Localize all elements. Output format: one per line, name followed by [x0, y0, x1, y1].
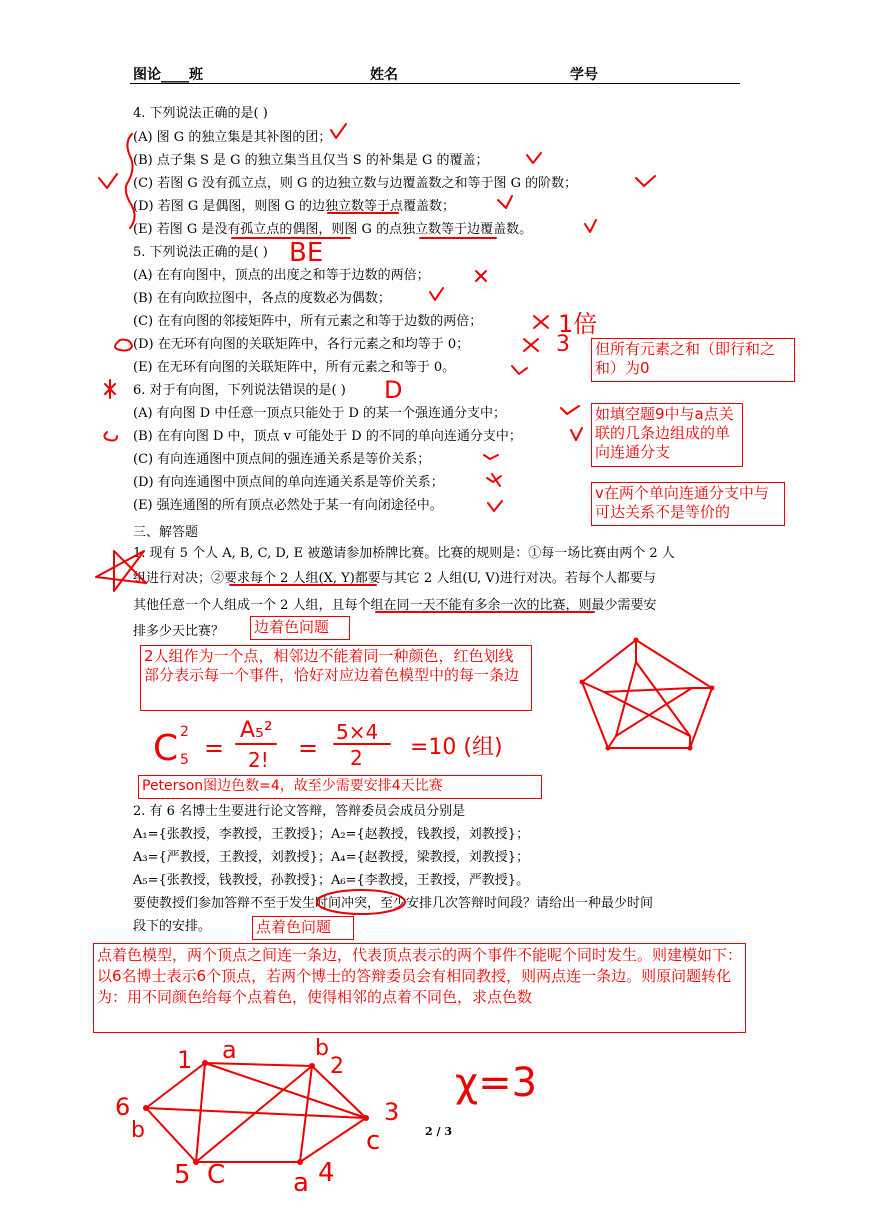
header-rule [130, 83, 740, 84]
p1-result-box: Peterson图边色数=4，故至少需要安排4天比赛 [138, 775, 542, 799]
graph-label-C: C [207, 1160, 226, 1190]
graph-label-2: 2 [330, 1054, 344, 1079]
q6-stem: 6. 对于有向图，下列说法错误的是( ) [133, 383, 346, 398]
header-course: 图论____班 [133, 67, 203, 83]
q5-option-a: (A) 在有向图中，顶点的出度之和等于边数的两倍； [133, 268, 430, 283]
q5-answer: BE [289, 238, 324, 268]
q6-option-d: (D) 有向连通图中顶点间的单向连通关系是等价关系； [133, 475, 444, 490]
graph-label-6: 6 [115, 1093, 131, 1121]
q4-option-d: (D) 若图 G 是偶图，则图 G 的边独立数等于点覆盖数； [133, 199, 455, 214]
star-q6 [105, 380, 115, 398]
q5-note-d: 3 [556, 332, 570, 357]
check-q4e [585, 220, 596, 232]
p1-line-2: 组进行对决；②要求每个 2 人组(X, Y)都要与其它 2 人组(U, V)进行对决。若每个人都要与 [133, 571, 656, 586]
check-q4c [636, 176, 655, 186]
q5-option-e: (E) 在无环有向图的关联矩阵中，所有元素之和等于 0。 [133, 360, 456, 375]
check-q4d [498, 196, 512, 208]
peterson-inner [604, 662, 692, 736]
check-q4a [331, 124, 346, 138]
check-q5e [512, 366, 527, 374]
p2-model-box: 点着色模型，两个顶点之间连一条边，代表顶点表示的两个事件不能呢个同时发生。则建模如下：以6名博士表示6个顶点，若两个博士的答辩委员会有相同教授，则两点连一条边。则原问题转化为：用不同颜色给每个点着色，使得相邻的点着不同色，求点色数 [93, 943, 746, 1033]
check-q4b [527, 153, 541, 163]
formula-sub: 5 [180, 752, 189, 768]
p2-line-2: A₁={张教授，李教授，王教授}；A₂={赵教授，钱教授，刘教授}； [133, 827, 530, 842]
q6-option-c: (C) 有向连通图中顶点间的强连通关系是等价关系； [133, 452, 431, 467]
graph-label-a-bottom: a [293, 1168, 309, 1198]
formula-eq1: = [204, 734, 225, 762]
p2-tag-box: 点着色问题 [252, 916, 354, 940]
section-heading: 三、解答题 [133, 525, 199, 540]
q6-b-note-box: 如填空题9中与a点关联的几条边组成的单向连通分支 [591, 403, 743, 467]
cross-q5a [476, 271, 486, 281]
cross-q5c [534, 316, 548, 328]
q4-stem: 4. 下列说法正确的是( ) [133, 106, 268, 121]
formula-sup: 2 [180, 724, 189, 740]
q5-d-note-box: 但所有元素之和（即行和之和）为0 [591, 338, 795, 382]
p2-line-6: 段下的安排。 [133, 919, 212, 934]
p1-line-1: 1. 现有 5 个人 A, B, C, D, E 被邀请参加桥牌比赛。比赛的规则是：①每一场比赛由两个 2 人 [133, 546, 675, 561]
p2-line-4: A₅={张教授，钱教授，孙教授}；A₆={李教授，王教授，严教授}。 [133, 873, 530, 888]
graph-label-3: 3 [384, 1098, 400, 1126]
triangle-q5d [115, 340, 132, 351]
q4-option-e: (E) 若图 G 是没有孤立点的偶图，则图 G 的点独立数等于边覆盖数。 [133, 222, 533, 237]
p1-line-3: 其他任意一个人组成一个 2 人组，且每个组在同一天不能有多余一次的比赛，则最少需要安 [133, 598, 657, 613]
p2-line-5: 要使教授们参加答辩不至于发生时间冲突，至少安排几次答辩时间段？请给出一种最少时间 [133, 896, 654, 911]
graph-label-b-top: b [315, 1036, 329, 1061]
p1-model-box: 2人组作为一个点，相邻边不能着同一种颜色，红色划线部分表示每一个事件，恰好对应边着色模型中的每一条边 [140, 645, 532, 711]
graph-label-5: 5 [174, 1160, 191, 1190]
triangle-q6b [104, 432, 117, 441]
p2-line-3: A₃={严教授，王教授，刘教授}；A₄={赵教授，梁教授，刘教授}； [133, 850, 530, 865]
formula-den2: 2 [350, 746, 363, 770]
cross-q5d [524, 339, 538, 351]
p2-line-1: 2. 有 6 名博士生要进行论文答辩，答辩委员会成员分别是 [133, 804, 466, 819]
q5-option-c: (C) 在有向图的邻接矩阵中，所有元素之和等于边数的两倍； [133, 314, 483, 329]
graph-label-4: 4 [318, 1158, 335, 1188]
chi-result: χ=3 [455, 1060, 538, 1106]
q5-option-b: (B) 在有向欧拉图中，各点的度数必为偶数； [133, 291, 391, 306]
check-q6e [488, 501, 502, 511]
q6-answer: D [384, 376, 403, 404]
formula-c: C [153, 728, 179, 769]
q5-note-c: 1倍 [558, 310, 598, 338]
formula-eq2: = [298, 734, 319, 762]
check-q6a [561, 406, 579, 414]
header-name-label: 姓名 [370, 67, 398, 83]
formula-den1: 2! [248, 748, 269, 772]
q6-option-e: (E) 强连通图的所有顶点必然处于某一有向闭途径中。 [133, 498, 443, 513]
check-q4-left [99, 174, 117, 188]
q4-option-a: (A) 图 G 的独立集是其补图的团； [133, 130, 332, 145]
q6-option-a: (A) 有向图 D 中任意一顶点只能处于 D 的某一个强连通分支中； [133, 406, 507, 421]
formula-num2: 5×4 [336, 720, 379, 744]
graph-label-b: b [131, 1118, 145, 1143]
header-id-label: 学号 [570, 67, 598, 83]
graph-label-c: c [366, 1126, 381, 1156]
q5-option-d: (D) 在无环有向图的关联矩阵中，各行元素之和均等于 0； [133, 337, 470, 352]
q6-option-b: (B) 在有向图 D 中，顶点 v 可能处于 D 的不同的单向连通分支中； [133, 429, 522, 444]
peterson-spokes [582, 640, 712, 748]
graph-label-a: a [222, 1036, 237, 1064]
check-q6c [484, 455, 498, 459]
check-q5b [430, 288, 443, 300]
graph-label-1: 1 [177, 1046, 193, 1074]
formula-num1: A₅² [240, 718, 273, 743]
q4-option-c: (C) 若图 G 没有孤立点，则 G 的边独立数与边覆盖数之和等于图 G 的阶数； [133, 176, 578, 191]
q5-stem: 5. 下列说法正确的是( ) [133, 245, 268, 260]
page-number: 2 / 3 [425, 1125, 452, 1138]
q6-d-note-box: v在两个单向连通分支中与可达关系不是等价的 [591, 482, 785, 526]
q4-option-b: (B) 点子集 S 是 G 的独立集当且仅当 S 的补集是 G 的覆盖； [133, 153, 489, 168]
p1-line-4: 排多少天比赛？ [133, 624, 225, 639]
peterson-outer [582, 640, 712, 748]
check-q6b [571, 428, 582, 440]
p1-tag-box: 边着色问题 [250, 616, 350, 640]
cross-q6d [487, 474, 501, 486]
formula-result: =10 (组) [410, 735, 503, 760]
